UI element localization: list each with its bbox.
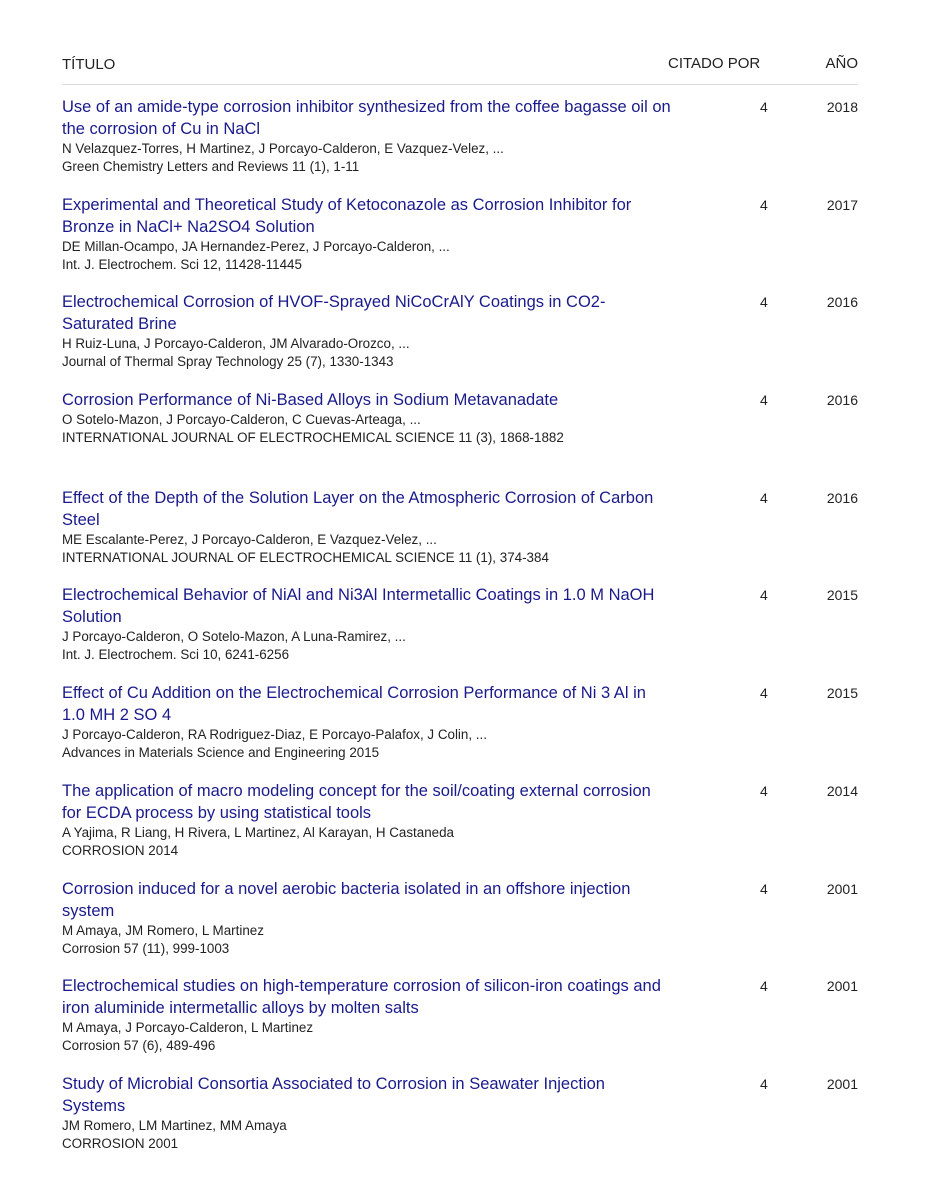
publication-title-link[interactable]: Corrosion Performance of Ni-Based Alloys in Sodium Metavanadate bbox=[62, 391, 559, 410]
publication-venue: INTERNATIONAL JOURNAL OF ELECTROCHEMICAL SCIENCE 11 (1), 374-384 bbox=[62, 549, 549, 565]
publication-year: 2001 bbox=[826, 880, 858, 897]
publication-authors: H Ruiz-Luna, J Porcayo-Calderon, JM Alvarado-Orozco, ... bbox=[62, 336, 410, 352]
publication-title-link[interactable]: Corrosion induced for a novel aerobic bacteria isolated in an offshore injection system bbox=[62, 879, 631, 920]
publication-venue: Corrosion 57 (11), 999-1003 bbox=[62, 940, 230, 956]
publication-row bbox=[62, 682, 858, 780]
publication-row bbox=[62, 975, 858, 1073]
publication-venue: CORROSION 2001 bbox=[62, 1135, 179, 1151]
cited-by-count[interactable]: 4 bbox=[760, 978, 768, 995]
publication-row bbox=[62, 584, 858, 682]
publication-title-link[interactable]: The application of macro modeling concept for the soil/coating external corrosion for ECDA process by using statistical tools bbox=[62, 781, 651, 822]
publication-authors: DE Millan-Ocampo, JA Hernandez-Perez, J Porcayo-Calderon, ... bbox=[62, 238, 450, 254]
publication-authors: J Porcayo-Calderon, RA Rodriguez-Diaz, E Porcayo-Palafox, J Colin, ... bbox=[62, 727, 487, 743]
publication-venue: Corrosion 57 (6), 489-496 bbox=[62, 1038, 216, 1054]
publication-title-link[interactable]: Effect of the Depth of the Solution Layer on the Atmospheric Corrosion of Carbon Steel bbox=[62, 488, 654, 529]
publication-title-link[interactable]: Electrochemical Behavior of NiAl and Ni3Al Intermetallic Coatings in 1.0 M NaOH Solution bbox=[62, 586, 655, 627]
publication-row bbox=[62, 194, 858, 292]
cited-by-count[interactable]: 4 bbox=[760, 1075, 768, 1092]
publication-row bbox=[62, 780, 858, 878]
publication-venue: INTERNATIONAL JOURNAL OF ELECTROCHEMICAL SCIENCE 11 (3), 1868-1882 bbox=[62, 430, 564, 446]
publication-year: 2017 bbox=[826, 196, 858, 213]
publication-title-link[interactable]: Use of an amide-type corrosion inhibitor synthesized from the coffee bagasse oil on the corrosion of Cu in NaCl bbox=[62, 98, 671, 138]
publication-title-link[interactable]: Electrochemical Corrosion of HVOF-Sprayed NiCoCrAlY Coatings in CO2-Saturated Brine bbox=[62, 293, 606, 334]
cited-by-count[interactable]: 4 bbox=[760, 880, 768, 897]
publication-venue: Int. J. Electrochem. Sci 12, 11428-11445 bbox=[62, 256, 302, 272]
cited-by-count[interactable]: 4 bbox=[760, 489, 768, 506]
column-header-year[interactable]: AÑO bbox=[825, 55, 858, 72]
publication-authors: JM Romero, LM Martinez, MM Amaya bbox=[62, 1117, 287, 1133]
cited-by-count[interactable]: 4 bbox=[760, 392, 768, 409]
publication-authors: M Amaya, JM Romero, L Martinez bbox=[62, 922, 264, 938]
publication-year: 2016 bbox=[826, 489, 858, 506]
publication-authors: A Yajima, R Liang, H Rivera, L Martinez, Al Karayan, H Castaneda bbox=[62, 824, 454, 840]
publication-rows bbox=[62, 96, 858, 1171]
publication-year: 2015 bbox=[826, 587, 858, 604]
publication-venue: Green Chemistry Letters and Reviews 11 (1), 1-11 bbox=[62, 159, 360, 174]
publication-year: 2014 bbox=[826, 782, 858, 799]
publication-title-link[interactable]: Study of Microbial Consortia Associated to Corrosion in Seawater Injection Systems bbox=[62, 1074, 605, 1115]
cited-by-count[interactable]: 4 bbox=[760, 196, 768, 213]
publication-venue: CORROSION 2014 bbox=[62, 842, 179, 858]
cited-by-count[interactable]: 4 bbox=[760, 685, 768, 702]
publication-venue: Journal of Thermal Spray Technology 25 (7), 1330-1343 bbox=[62, 354, 394, 370]
publication-authors: ME Escalante-Perez, J Porcayo-Calderon, E Vazquez-Velez, ... bbox=[62, 531, 437, 547]
table-header bbox=[62, 54, 858, 85]
publication-year: 2016 bbox=[826, 294, 858, 311]
publication-row bbox=[62, 96, 858, 194]
publication-year: 2016 bbox=[826, 392, 858, 409]
publication-authors: J Porcayo-Calderon, O Sotelo-Mazon, A Luna-Ramirez, ... bbox=[62, 629, 406, 645]
publication-year: 2015 bbox=[826, 685, 858, 702]
publication-venue: Int. J. Electrochem. Sci 10, 6241-6256 bbox=[62, 647, 290, 663]
publication-authors: M Amaya, J Porcayo-Calderon, L Martinez bbox=[62, 1020, 314, 1036]
cited-by-count[interactable]: 4 bbox=[760, 99, 768, 115]
publication-authors: O Sotelo-Mazon, J Porcayo-Calderon, C Cuevas-Arteaga, ... bbox=[62, 412, 421, 428]
publication-title-link[interactable]: Electrochemical studies on high-temperature corrosion of silicon-iron coatings and iron aluminide intermetallic alloys by molten salts bbox=[62, 977, 661, 1018]
publication-year: 2001 bbox=[826, 1075, 858, 1092]
cited-by-count[interactable]: 4 bbox=[760, 782, 768, 799]
publication-row bbox=[62, 1073, 858, 1171]
publication-row bbox=[62, 389, 858, 487]
publication-year: 2001 bbox=[826, 978, 858, 995]
cited-by-count[interactable]: 4 bbox=[760, 587, 768, 604]
publication-title-link[interactable]: Experimental and Theoretical Study of Ketoconazole as Corrosion Inhibitor for Bronze in NaCl+ Na2SO4 Solution bbox=[62, 195, 632, 236]
publication-row bbox=[62, 487, 858, 585]
publication-authors: N Velazquez-Torres, H Martinez, J Porcayo-Calderon, E Vazquez-Velez, ... bbox=[62, 141, 504, 156]
publication-title-link[interactable]: Effect of Cu Addition on the Electrochemical Corrosion Performance of Ni 3 Al in 1.0 MH 2 SO 4 bbox=[62, 684, 646, 725]
cited-by-count[interactable]: 4 bbox=[760, 294, 768, 311]
column-header-cited-by[interactable]: CITADO POR bbox=[668, 55, 761, 72]
column-header-title[interactable]: TÍTULO bbox=[62, 56, 116, 73]
publication-row bbox=[62, 878, 858, 976]
publication-year: 2018 bbox=[826, 99, 858, 115]
publication-venue: Advances in Materials Science and Engineering 2015 bbox=[62, 745, 380, 761]
publication-row bbox=[62, 291, 858, 389]
